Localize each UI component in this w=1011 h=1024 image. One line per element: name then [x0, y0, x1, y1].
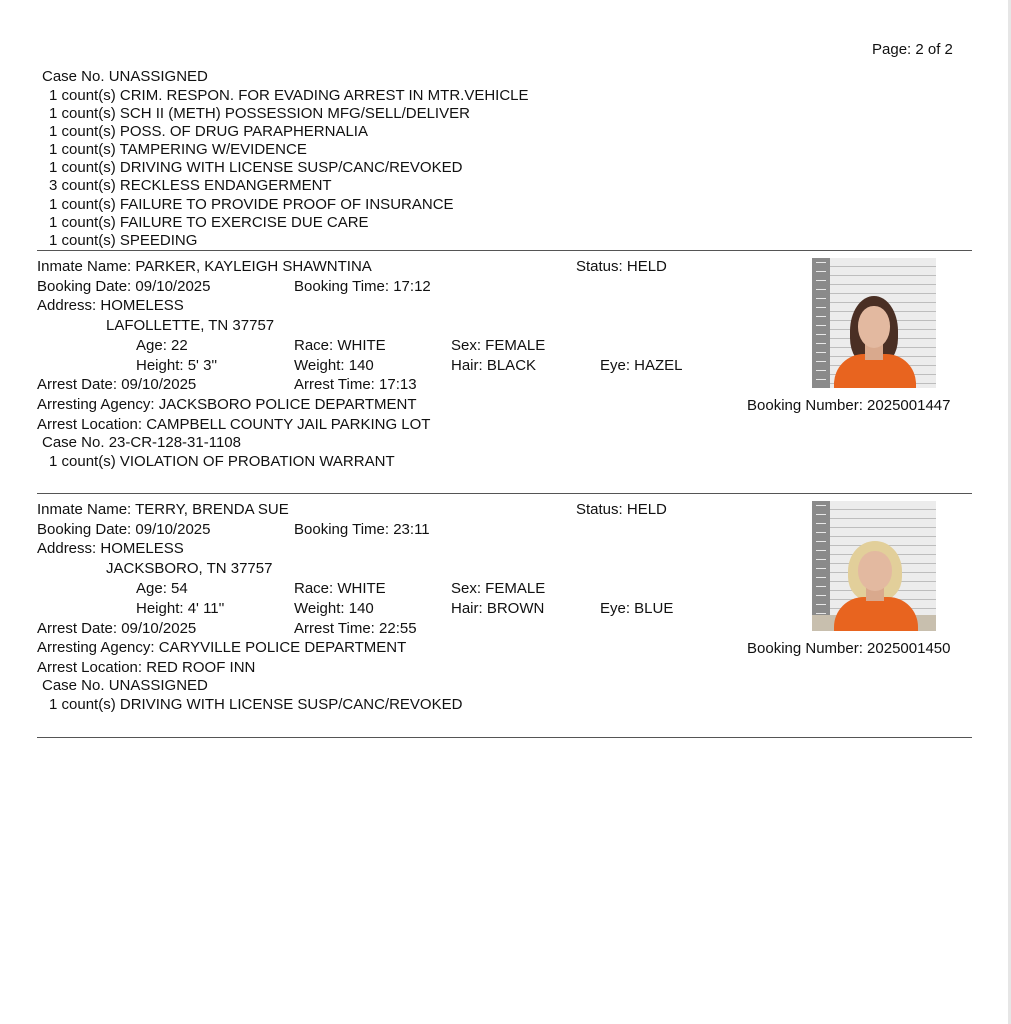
inmate-name: Inmate Name: PARKER, KAYLEIGH SHAWNTINA [37, 258, 372, 275]
case-number: Case No. UNASSIGNED [42, 68, 208, 85]
weight: Weight: 140 [294, 357, 374, 374]
hair: Hair: BROWN [451, 600, 545, 617]
arresting-agency: Arresting Agency: CARYVILLE POLICE DEPARTMENT [37, 639, 407, 656]
arrest-location: Arrest Location: RED ROOF INN [37, 659, 256, 676]
address: Address: HOMELESS [37, 297, 184, 314]
arrest-date: Arrest Date: 09/10/2025 [37, 376, 197, 393]
inmate-name: Inmate Name: TERRY, BRENDA SUE [37, 501, 289, 518]
booking-number: Booking Number: 2025001447 [747, 397, 951, 414]
address: Address: HOMELESS [37, 540, 184, 557]
eye: Eye: HAZEL [600, 357, 683, 374]
charge-line: 1 count(s) DRIVING WITH LICENSE SUSP/CANC/REVOKED [49, 696, 463, 713]
record-divider [37, 493, 972, 494]
page-number: Page: 2 of 2 [872, 41, 953, 58]
age: Age: 22 [136, 337, 188, 354]
charge-line: 1 count(s) SCH II (METH) POSSESSION MFG/SELL/DELIVER [49, 105, 470, 122]
case-number: Case No. 23-CR-128-31-1108 [42, 434, 241, 451]
charge-line: 1 count(s) CRIM. RESPON. FOR EVADING ARREST IN MTR.VEHICLE [49, 87, 529, 104]
sex: Sex: FEMALE [451, 580, 546, 597]
address-city: LAFOLLETTE, TN 37757 [106, 317, 275, 334]
arrest-location: Arrest Location: CAMPBELL COUNTY JAIL PARKING LOT [37, 416, 431, 433]
mugshot-photo [812, 501, 936, 631]
age: Age: 54 [136, 580, 188, 597]
charge-line: 1 count(s) DRIVING WITH LICENSE SUSP/CANC/REVOKED [49, 159, 463, 176]
arrest-time: Arrest Time: 17:13 [294, 376, 417, 393]
status: Status: HELD [576, 501, 667, 518]
status: Status: HELD [576, 258, 667, 275]
charge-line: 1 count(s) FAILURE TO EXERCISE DUE CARE [49, 214, 369, 231]
sex: Sex: FEMALE [451, 337, 546, 354]
booking-number: Booking Number: 2025001450 [747, 640, 951, 657]
booking-time: Booking Time: 17:12 [294, 278, 431, 295]
arrest-date: Arrest Date: 09/10/2025 [37, 620, 197, 637]
charge-line: 1 count(s) TAMPERING W/EVIDENCE [49, 141, 307, 158]
height: Height: 4' 11'' [136, 600, 225, 617]
arrest-time: Arrest Time: 22:55 [294, 620, 417, 637]
charge-line: 1 count(s) SPEEDING [49, 232, 198, 249]
address-city: JACKSBORO, TN 37757 [106, 560, 273, 577]
arresting-agency: Arresting Agency: JACKSBORO POLICE DEPARTMENT [37, 396, 417, 413]
height: Height: 5' 3'' [136, 357, 218, 374]
charge-line: 1 count(s) POSS. OF DRUG PARAPHERNALIA [49, 123, 368, 140]
race: Race: WHITE [294, 337, 386, 354]
hair: Hair: BLACK [451, 357, 537, 374]
mugshot-photo [812, 258, 936, 388]
race: Race: WHITE [294, 580, 386, 597]
case-number: Case No. UNASSIGNED [42, 677, 208, 694]
eye: Eye: BLUE [600, 600, 674, 617]
record-divider [37, 737, 972, 738]
charge-line: 3 count(s) RECKLESS ENDANGERMENT [49, 177, 332, 194]
record-divider [37, 250, 972, 251]
booking-time: Booking Time: 23:11 [294, 521, 430, 538]
charge-line: 1 count(s) VIOLATION OF PROBATION WARRANT [49, 453, 395, 470]
charge-line: 1 count(s) FAILURE TO PROVIDE PROOF OF INSURANCE [49, 196, 454, 213]
weight: Weight: 140 [294, 600, 374, 617]
booking-date: Booking Date: 09/10/2025 [37, 278, 211, 295]
booking-date: Booking Date: 09/10/2025 [37, 521, 211, 538]
